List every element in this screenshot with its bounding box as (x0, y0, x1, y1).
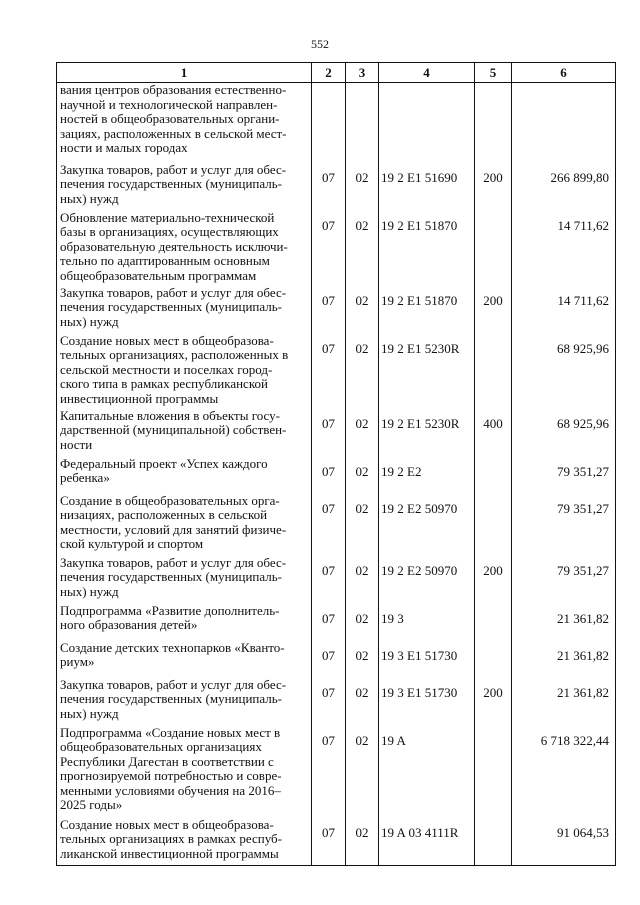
amount-cell (512, 409, 616, 457)
expense-type-code-cell (475, 457, 512, 494)
table-header-row (57, 63, 616, 83)
row-name: Обновление материально-технической базы в организациях, осуществляющих образовательную деятельность исключи- тельно по адаптированным основным общеобразовательным программам (60, 209, 288, 283)
target-article-code-cell (379, 604, 475, 641)
row-name: Федеральный проект «Успех каждого ребенка» (60, 455, 268, 485)
section-code: 07 (322, 340, 335, 356)
target-article-code-cell (379, 163, 475, 211)
subsection-code: 02 (355, 340, 369, 356)
expense-type-code-cell (475, 163, 512, 211)
table-row (57, 604, 616, 641)
table-row (57, 163, 616, 211)
subsection-code: 02 (355, 610, 369, 626)
subsection-code-cell (346, 678, 379, 726)
subsection-code: 02 (355, 500, 369, 516)
amount: 14 711,62 (557, 217, 609, 233)
subsection-code-cell (346, 83, 379, 163)
expense-type-code-cell (475, 286, 512, 334)
section-code: 07 (322, 500, 335, 516)
row-name: Создание детских технопарков «Кванто- риум» (60, 639, 285, 669)
subsection-code: 02 (355, 415, 369, 431)
table-row (57, 726, 616, 818)
column-header: 3 (346, 63, 379, 83)
row-name: Подпрограмма «Развитие дополнитель- ного образования детей» (60, 602, 280, 632)
amount: 6 718 322,44 (540, 732, 609, 748)
subsection-code-cell (346, 726, 379, 818)
section-code-cell (312, 726, 346, 818)
target-article-code-cell (379, 641, 475, 678)
section-code: 07 (322, 415, 335, 431)
row-name: Создание новых мест в общеобразова- тельных организациях, расположенных в сельской местности и поселках город- ского типа в рамках республиканской инвестиционной программы (60, 332, 289, 406)
amount-cell (512, 494, 616, 556)
table-row (57, 457, 616, 494)
amount-cell (512, 604, 616, 641)
row-name: Закупка товаров, работ и услуг для обес- печения государственных (муниципаль- ных) нужд (60, 161, 287, 206)
expense-type-code: 200 (483, 292, 503, 308)
subsection-code: 02 (355, 463, 369, 479)
amount-cell (512, 211, 616, 286)
subsection-code-cell (346, 334, 379, 409)
column-header: 5 (475, 63, 512, 83)
row-name: Капитальные вложения в объекты госу- дарственной (муниципальной) собствен- ности (60, 407, 287, 452)
expense-type-code-cell (475, 726, 512, 818)
section-code: 07 (322, 610, 335, 626)
row-name-cell (57, 818, 312, 866)
amount: 79 351,27 (557, 463, 609, 479)
target-article-code: 19 2 E2 50970 (381, 562, 458, 578)
budget-table (56, 62, 616, 866)
row-name-cell (57, 726, 312, 818)
subsection-code: 02 (355, 732, 369, 748)
target-article-code-cell (379, 556, 475, 604)
section-code: 07 (322, 732, 335, 748)
section-code: 07 (322, 217, 335, 233)
expense-type-code-cell (475, 556, 512, 604)
subsection-code-cell (346, 556, 379, 604)
target-article-code-cell (379, 726, 475, 818)
section-code-cell (312, 641, 346, 678)
subsection-code-cell (346, 604, 379, 641)
target-article-code: 19 2 E1 51690 (381, 169, 458, 185)
section-code-cell (312, 678, 346, 726)
target-article-code: 19 A 03 4111R (381, 824, 459, 840)
section-code-cell (312, 818, 346, 866)
target-article-code: 19 3 E1 51730 (381, 647, 458, 663)
section-code-cell (312, 494, 346, 556)
row-name-cell (57, 678, 312, 726)
amount: 21 361,82 (557, 684, 609, 700)
expense-type-code-cell (475, 409, 512, 457)
section-code: 07 (322, 463, 335, 479)
target-article-code-cell (379, 818, 475, 866)
section-code-cell (312, 83, 346, 163)
row-name: Создание новых мест в общеобразова- тельных организациях в рамках респуб- ликанской инвестиционной программы (60, 816, 282, 861)
row-name: Закупка товаров, работ и услуг для обес- печения государственных (муниципаль- ных) нужд (60, 676, 287, 721)
amount-cell (512, 678, 616, 726)
subsection-code-cell (346, 494, 379, 556)
amount-cell (512, 334, 616, 409)
target-article-code: 19 A (381, 732, 406, 748)
target-article-code: 19 2 E2 (381, 463, 422, 479)
expense-type-code-cell (475, 678, 512, 726)
section-code-cell (312, 457, 346, 494)
table-row (57, 334, 616, 409)
target-article-code: 19 3 (381, 610, 404, 626)
row-name-cell (57, 334, 312, 409)
table-row (57, 678, 616, 726)
subsection-code-cell (346, 818, 379, 866)
target-article-code: 19 2 E2 50970 (381, 500, 458, 516)
column-header: 2 (312, 63, 346, 83)
row-name-cell (57, 211, 312, 286)
expense-type-code: 200 (483, 562, 503, 578)
section-code-cell (312, 556, 346, 604)
expense-type-code-cell (475, 83, 512, 163)
target-article-code: 19 2 E1 5230R (381, 415, 460, 431)
section-code: 07 (322, 824, 335, 840)
section-code: 07 (322, 647, 335, 663)
row-name: вания центров образования естественно- научной и технологической направлен- ностей в общеобразовательных органи- зациях, расположенных в сельской мест- ности и малых городах (60, 82, 287, 155)
row-name-cell (57, 457, 312, 494)
section-code-cell (312, 604, 346, 641)
target-article-code-cell (379, 286, 475, 334)
amount: 266 899,80 (550, 169, 609, 185)
table-row (57, 494, 616, 556)
amount: 14 711,62 (557, 292, 609, 308)
section-code-cell (312, 409, 346, 457)
column-header: 4 (379, 63, 475, 83)
table-row (57, 83, 616, 163)
expense-type-code-cell (475, 334, 512, 409)
subsection-code: 02 (355, 292, 369, 308)
subsection-code: 02 (355, 217, 369, 233)
target-article-code-cell (379, 494, 475, 556)
amount-cell (512, 457, 616, 494)
table-row (57, 641, 616, 678)
table-row (57, 286, 616, 334)
expense-type-code-cell (475, 818, 512, 866)
amount-cell (512, 83, 616, 163)
section-code-cell (312, 334, 346, 409)
table-row (57, 211, 616, 286)
amount: 79 351,27 (557, 562, 609, 578)
target-article-code-cell (379, 83, 475, 163)
subsection-code: 02 (355, 562, 369, 578)
table-row (57, 556, 616, 604)
section-code: 07 (322, 292, 335, 308)
page-number: 552 (311, 37, 329, 51)
row-name-cell (57, 604, 312, 641)
section-code: 07 (322, 684, 335, 700)
table-row (57, 409, 616, 457)
subsection-code-cell (346, 163, 379, 211)
section-code-cell (312, 163, 346, 211)
expense-type-code: 200 (483, 169, 503, 185)
target-article-code-cell (379, 457, 475, 494)
row-name: Закупка товаров, работ и услуг для обес- печения государственных (муниципаль- ных) нужд (60, 554, 287, 599)
row-name-cell (57, 83, 312, 163)
row-name-cell (57, 556, 312, 604)
subsection-code-cell (346, 211, 379, 286)
target-article-code: 19 2 E1 51870 (381, 217, 458, 233)
target-article-code: 19 2 E1 51870 (381, 292, 458, 308)
subsection-code: 02 (355, 824, 369, 840)
column-header: 1 (57, 63, 312, 83)
subsection-code: 02 (355, 647, 369, 663)
subsection-code: 02 (355, 684, 369, 700)
target-article-code-cell (379, 678, 475, 726)
subsection-code-cell (346, 641, 379, 678)
row-name-cell (57, 494, 312, 556)
row-name-cell (57, 286, 312, 334)
amount-cell (512, 556, 616, 604)
row-name-cell (57, 163, 312, 211)
target-article-code-cell (379, 334, 475, 409)
expense-type-code-cell (475, 641, 512, 678)
row-name-cell (57, 641, 312, 678)
amount-cell (512, 726, 616, 818)
amount: 91 064,53 (557, 824, 609, 840)
row-name: Закупка товаров, работ и услуг для обес- печения государственных (муниципаль- ных) нужд (60, 284, 287, 329)
column-header: 6 (512, 63, 616, 83)
amount: 68 925,96 (557, 340, 609, 356)
row-name: Создание в общеобразовательных орга- низациях, расположенных в сельской местности, условий для занятий физиче- ской культурой и спортом (60, 492, 287, 551)
expense-type-code-cell (475, 494, 512, 556)
target-article-code-cell (379, 409, 475, 457)
subsection-code-cell (346, 457, 379, 494)
section-code: 07 (322, 562, 335, 578)
section-code: 07 (322, 169, 335, 185)
expense-type-code-cell (475, 604, 512, 641)
subsection-code-cell (346, 409, 379, 457)
target-article-code-cell (379, 211, 475, 286)
section-code-cell (312, 211, 346, 286)
row-name: Подпрограмма «Создание новых мест в общеобразовательных организациях Республики Дагестан в соответствии с прогнозируемой потребностью и совре- менными условиями обучения на 2016– 2025 годы» (60, 724, 282, 812)
amount: 79 351,27 (557, 500, 609, 516)
amount-cell (512, 641, 616, 678)
row-name-cell (57, 409, 312, 457)
target-article-code: 19 3 E1 51730 (381, 684, 458, 700)
expense-type-code: 400 (483, 415, 503, 431)
subsection-code: 02 (355, 169, 369, 185)
table-row (57, 818, 616, 866)
amount: 21 361,82 (557, 610, 609, 626)
expense-type-code-cell (475, 211, 512, 286)
amount-cell (512, 286, 616, 334)
amount: 21 361,82 (557, 647, 609, 663)
amount-cell (512, 163, 616, 211)
amount-cell (512, 818, 616, 866)
subsection-code-cell (346, 286, 379, 334)
target-article-code: 19 2 E1 5230R (381, 340, 460, 356)
expense-type-code: 200 (483, 684, 503, 700)
section-code-cell (312, 286, 346, 334)
amount: 68 925,96 (557, 415, 609, 431)
